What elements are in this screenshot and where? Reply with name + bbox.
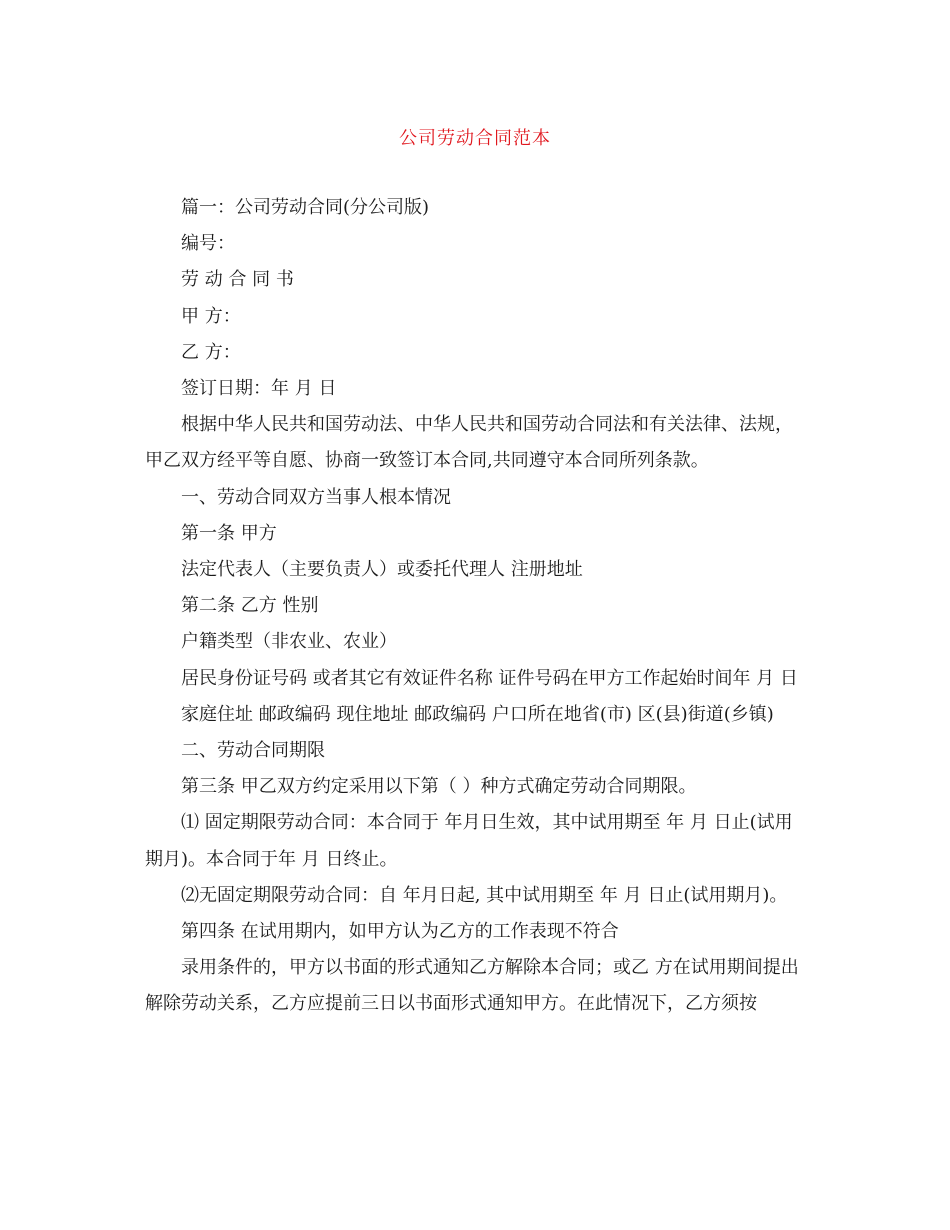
paragraph-household-type: 户籍类型（非农业、农业） — [181, 631, 397, 653]
paragraph-party-b: 乙 方： — [181, 341, 241, 363]
paragraph-id-number: 居民身份证号码 或者其它有效证件名称 证件号码在甲方工作起始时间年 月 日 — [181, 667, 798, 689]
paragraph-section-heading-1: 篇一：公司劳动合同(分公司版) — [181, 197, 430, 218]
paragraph-section-1: 一、劳动合同双方当事人根本情况 — [181, 486, 451, 508]
document-title: 公司劳动合同范本 — [399, 128, 551, 149]
paragraph-article-1: 第一条 甲方 — [181, 522, 277, 544]
paragraph-fixed-term: ⑴ 固定期限劳动合同：本合同于 年月日生效，其中试用期至 年 月 日止(试用期月)。本合同于年 月 日终止。 — [145, 812, 793, 870]
paragraph-number: 编号： — [181, 233, 235, 255]
paragraph-sign-date: 签订日期：年 月 日 — [181, 378, 337, 400]
paragraph-article-2: 第二条 乙方 性别 — [181, 595, 319, 617]
paragraph-section-2: 二、劳动合同期限 — [181, 740, 325, 762]
paragraph-preamble: 根据中华人民共和国劳动法、中华人民共和国劳动合同法和有关法律、法规，甲乙双方经平等自愿、协商一致签订本合同,共同遵守本合同所列条款。 — [145, 414, 793, 472]
paragraph-open-term: ⑵无固定期限劳动合同：自 年月日起, 其中试用期至 年 月 日止(试用期月)。 — [181, 884, 788, 906]
document-body — [145, 190, 810, 1023]
paragraph-party-a: 甲 方： — [181, 305, 241, 327]
paragraph-address: 家庭住址 邮政编码 现住地址 邮政编码 户口所在地省(市) 区(县)街道(乡镇) — [181, 703, 774, 725]
paragraph-probation-terms: 录用条件的，甲方以书面的形式通知乙方解除本合同；或乙 方在试用期间提出解除劳动关系，乙方应提前三日以书面形式通知甲方。在此情况下，乙方须按 — [145, 957, 799, 1015]
paragraph-article-4: 第四条 在试用期内，如甲方认为乙方的工作表现不符合 — [181, 921, 619, 943]
paragraph-article-3: 第三条 甲乙双方约定采用以下第（ ）种方式确定劳动合同期限。 — [181, 776, 697, 798]
paragraph-contract-title: 劳 动 合 同 书 — [181, 269, 294, 291]
paragraph-legal-rep: 法定代表人（主要负责人）或委托代理人 注册地址 — [181, 559, 583, 581]
